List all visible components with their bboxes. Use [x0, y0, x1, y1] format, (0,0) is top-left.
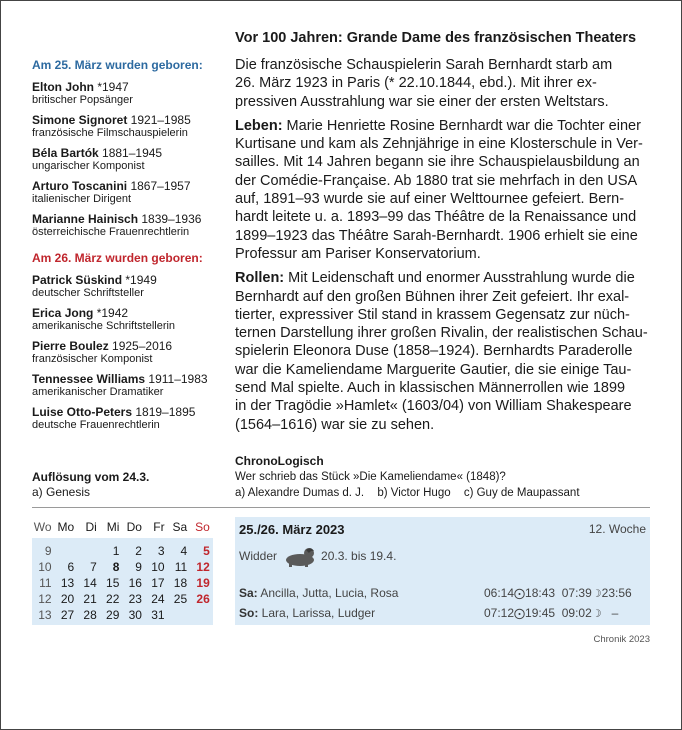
person-line [32, 405, 217, 419]
article-text: spielerin Eleonora Duse (1858–1924). Bernhardts Paraderolle [235, 343, 633, 360]
calendar-week-row [32, 559, 213, 575]
person-years: *1942 [93, 306, 129, 320]
article-line [235, 397, 650, 415]
person-name: Tennessee Williams [32, 372, 146, 386]
birthdays-column [32, 58, 217, 438]
calendar-day: 29 [106, 608, 120, 622]
calendar-day: 12 [196, 560, 210, 574]
calendar-day: 27 [60, 608, 75, 622]
so-label: So: [239, 606, 259, 620]
sa-moonrise: 07:39 [561, 586, 592, 600]
article-intro [235, 56, 650, 111]
article-line [235, 190, 650, 208]
calendar-day: 4 [180, 544, 188, 558]
article-line [235, 416, 650, 434]
calendar-day: 31 [151, 608, 165, 622]
article-line [235, 172, 650, 190]
person-name: Simone Signoret [32, 113, 128, 127]
calendar-weekday-label: Do [126, 520, 142, 534]
person-description: italienischer Dirigent [32, 193, 132, 205]
article-text: der Comédie-Française. Ab 1880 trat sie mehrfach in den USA [235, 172, 638, 189]
births-26-list [32, 273, 217, 432]
paragraph-label: Rollen: [235, 270, 285, 287]
article-line [235, 361, 650, 379]
article-line [235, 227, 650, 245]
person-years: *1949 [122, 273, 157, 287]
calendar-day: 11 [174, 560, 188, 574]
person-entry [32, 339, 217, 366]
calendar-header-row [32, 517, 213, 538]
times-sunday [484, 606, 618, 620]
calendar-weekday-label: So [195, 520, 210, 534]
calendar-weekday-label: Mi [106, 520, 120, 534]
paragraph-label: Leben: [235, 117, 283, 134]
person-entry [32, 80, 217, 107]
person-description: österreichische Frauenrechtlerin [32, 226, 190, 238]
person-entry [32, 372, 217, 399]
article-line [235, 324, 650, 342]
so-names: Lara, Larissa, Ludger [258, 606, 376, 620]
article-text: send Mal spielte. Auch in klassischen Männerrollen wie 1899 [235, 380, 626, 397]
calendar-week-number: 13 [38, 608, 52, 622]
calendar-day: 24 [151, 592, 165, 606]
article-line [235, 153, 650, 171]
article-text: (1564–1616) war sie zu sehen. [235, 416, 435, 433]
person-name: Marianne Hainisch [32, 212, 139, 226]
article-text: 1899–1923 das Théâtre Sarah-Bernhardt. 1906 erhielt sie eine [235, 227, 638, 244]
chrono-question: Wer schrieb das Stück »Die Kameliendame« (1848)? [235, 471, 506, 483]
article-line [235, 342, 650, 360]
chrono-option-b: b) Victor Hugo [377, 487, 451, 499]
person-years: 1911–1983 [145, 372, 208, 386]
person-entry [32, 405, 217, 432]
births-25-list [32, 80, 217, 239]
calendar-day: 21 [83, 592, 97, 606]
person-line [32, 113, 217, 127]
article-text: Marie Henriette Rosine Bernhardt war die Tochter einer [282, 117, 641, 134]
person-years: 1925–2016 [108, 339, 173, 353]
person-years: 1867–1957 [127, 179, 191, 193]
moon-icon: ☽ [591, 588, 602, 600]
article-headline: Vor 100 Jahren: Grande Dame des französischen Theaters [235, 30, 637, 46]
calendar-week-number: 11 [39, 576, 52, 590]
person-name: Béla Bartók [32, 146, 99, 160]
article-text: 26. März 1923 in Paris (* 22.10.1844, ebd.). Mit ihrer ex- [235, 75, 597, 92]
chrono-quiz [235, 454, 650, 501]
article-text: Professur am Pariser Konservatorium. [235, 245, 481, 262]
article-text: hardt leitete u. a. 1893–99 das Théâtre de la Renaissance und [235, 209, 637, 226]
divider [32, 507, 650, 508]
calendar-week-number: 12 [38, 592, 52, 606]
calendar-day [55, 543, 78, 559]
article-line [235, 245, 650, 263]
births-26-heading: Am 26. März wurden geboren: [32, 251, 203, 265]
calendar-day: 22 [106, 592, 120, 606]
solution-answer: a) Genesis [32, 485, 91, 499]
so-sunset: 19:45 [525, 606, 556, 620]
person-name: Pierre Boulez [32, 339, 109, 353]
person-line [32, 273, 217, 287]
article [235, 30, 650, 440]
calendar-weekday-label: Mo [57, 520, 75, 534]
article-line [235, 288, 650, 306]
calendar-day: 3 [157, 544, 165, 558]
person-entry [32, 113, 217, 140]
calendar-day: 10 [151, 560, 165, 574]
article-leben [235, 117, 650, 263]
calendar-weekday-label: Wo [33, 520, 52, 534]
calendar-week-row [32, 607, 213, 623]
person-entry [32, 306, 217, 333]
article-text: Kurtisane und kam als Zehnjährige in eine Klosterschule in Ver- [235, 136, 643, 153]
article-text: pressiven Ausstrahlung war sie einer der ersten Weltstars. [235, 93, 609, 110]
zodiac-row [239, 545, 396, 567]
article-text: Die französische Schauspielerin Sarah Bernhardt starb am [235, 57, 613, 73]
calendar-day [77, 543, 100, 559]
article-line [235, 74, 650, 92]
calendar-day: 14 [83, 576, 97, 590]
person-description: französische Filmschauspielerin [32, 127, 188, 139]
article-text: war die Kameliendame Marguerite Gautier, die sie einige Tau- [235, 361, 632, 378]
person-line [32, 306, 217, 320]
day-box-header [235, 517, 650, 541]
calendar-day: 16 [128, 576, 142, 590]
zodiac-range: 20.3. bis 19.4. [321, 549, 397, 563]
sa-moonset: 23:56 [601, 586, 632, 600]
article-line [235, 306, 650, 324]
chrono-options [235, 485, 650, 501]
article-line [235, 269, 650, 287]
calendar-weekday-label: Di [85, 520, 97, 534]
footer-label: Chronik 2023 [593, 634, 650, 645]
calendar-day: 28 [83, 608, 97, 622]
person-entry [32, 179, 217, 206]
person-name: Arturo Toscanini [32, 179, 128, 193]
chrono-option-a: a) Alexandre Dumas d. J. [235, 487, 365, 499]
calendar-week-row [32, 575, 213, 591]
so-moonset: – [611, 606, 619, 620]
article-line [235, 93, 650, 111]
calendar-day: 5 [203, 544, 210, 558]
article-line [235, 117, 650, 135]
calendar-day: 25 [173, 592, 188, 606]
chrono-option-c: c) Guy de Maupassant [463, 487, 580, 499]
article-text: ternen Darstellung ihrer großen Rivalin, der realistischen Schau- [235, 325, 648, 342]
calendar-day [190, 607, 213, 623]
calendar-day: 18 [173, 576, 188, 590]
calendar-day: 8 [112, 560, 120, 574]
mini-calendar [32, 517, 213, 625]
article-line [235, 135, 650, 153]
calendar-day: 17 [151, 576, 165, 590]
zodiac-name: Widder [239, 549, 278, 563]
solution-heading: Auflösung vom 24.3. [32, 470, 150, 484]
article-line [235, 379, 650, 397]
calendar-day: 7 [90, 560, 97, 574]
calendar-day: 2 [135, 544, 142, 558]
calendar-week-number: 10 [38, 560, 52, 574]
person-years: 1881–1945 [98, 146, 163, 160]
calendar-day: 20 [60, 592, 75, 606]
calendar-day: 1 [112, 544, 120, 558]
calendar-week-row [32, 543, 213, 559]
person-entry [32, 212, 217, 239]
person-name: Erica Jong [32, 306, 94, 320]
person-line [32, 372, 217, 386]
calendar-weekday-label: Fr [153, 520, 165, 534]
article-rollen [235, 269, 650, 434]
person-years: *1947 [94, 80, 129, 94]
day-box-week: 12. Woche [588, 522, 646, 536]
so-moonrise: 09:02 [561, 606, 592, 620]
sa-names: Ancilla, Jutta, Lucia, Rosa [257, 586, 399, 600]
births-25-heading: Am 25. März wurden geboren: [32, 58, 203, 72]
person-line [32, 339, 217, 353]
person-entry [32, 273, 217, 300]
sa-label: Sa: [239, 586, 258, 600]
person-years: 1839–1936 [138, 212, 202, 226]
nameday-sunday [239, 606, 375, 620]
calendar-day: 6 [67, 560, 75, 574]
calendar-day: 19 [196, 576, 210, 590]
calendar-day: 26 [196, 592, 210, 606]
chrono-heading: ChronoLogisch [235, 454, 324, 468]
article-text: auf, 1891–93 wurde sie auf einer Welttournee gefeiert. Bern- [235, 191, 625, 208]
article-text: Bernhardt auf den großen Bühnen ihrer Zeit gefeiert. Ihr exal- [235, 288, 630, 305]
calendar-day: 9 [135, 560, 142, 574]
calendar-day: 23 [128, 592, 142, 606]
person-years: 1819–1895 [132, 405, 196, 419]
person-line [32, 80, 217, 94]
article-text: in der Tragödie »Hamlet« (1603/04) von William Shakespeare [235, 398, 632, 415]
article-text: sailles. Mit 14 Jahren begann sie ihre Schauspielausbildung an [235, 154, 640, 171]
sun-icon: ⨀ [514, 588, 526, 600]
sa-sunrise: 06:14 [484, 586, 515, 600]
sa-sunset: 18:43 [525, 586, 556, 600]
ram-icon [283, 545, 317, 567]
person-description: britischer Popsänger [32, 94, 133, 106]
article-text: tierter, expressiver Stil stand in krassem Gegensatz zur nüch- [235, 306, 630, 323]
person-description: deutscher Schriftsteller [32, 287, 144, 299]
person-line [32, 146, 217, 160]
times-saturday [484, 586, 632, 600]
moon-icon: ☽ [591, 608, 602, 620]
day-box-date: 25./26. März 2023 [239, 521, 345, 537]
person-line [32, 212, 217, 226]
person-description: deutsche Frauenrechtlerin [32, 419, 160, 431]
calendar-week-number: 9 [44, 544, 52, 558]
person-description: ungarischer Komponist [32, 160, 145, 172]
day-box [235, 517, 650, 625]
person-description: amerikanische Schriftstellerin [32, 320, 176, 332]
person-name: Luise Otto-Peters [32, 405, 133, 419]
calendar-day: 30 [128, 608, 142, 622]
person-years: 1921–1985 [127, 113, 191, 127]
article-text: Mit Leidenschaft und enormer Ausstrahlung wurde die [284, 270, 635, 287]
article-line [235, 56, 650, 74]
calendar-week-row [32, 591, 213, 607]
person-description: amerikanischer Dramatiker [32, 386, 164, 398]
person-entry [32, 146, 217, 173]
calendar-day: 15 [106, 576, 120, 590]
calendar-day [168, 607, 191, 623]
person-description: französischer Komponist [32, 353, 153, 365]
solution-block [32, 470, 217, 500]
calendar-weekday-label: Sa [172, 520, 188, 534]
so-sunrise: 07:12 [484, 606, 515, 620]
person-name: Elton John [32, 80, 94, 94]
sun-icon: ⨀ [514, 608, 526, 620]
calendar-day: 13 [60, 576, 75, 590]
nameday-saturday [239, 586, 398, 600]
person-line [32, 179, 217, 193]
article-line [235, 208, 650, 226]
person-name: Patrick Süskind [32, 273, 123, 287]
